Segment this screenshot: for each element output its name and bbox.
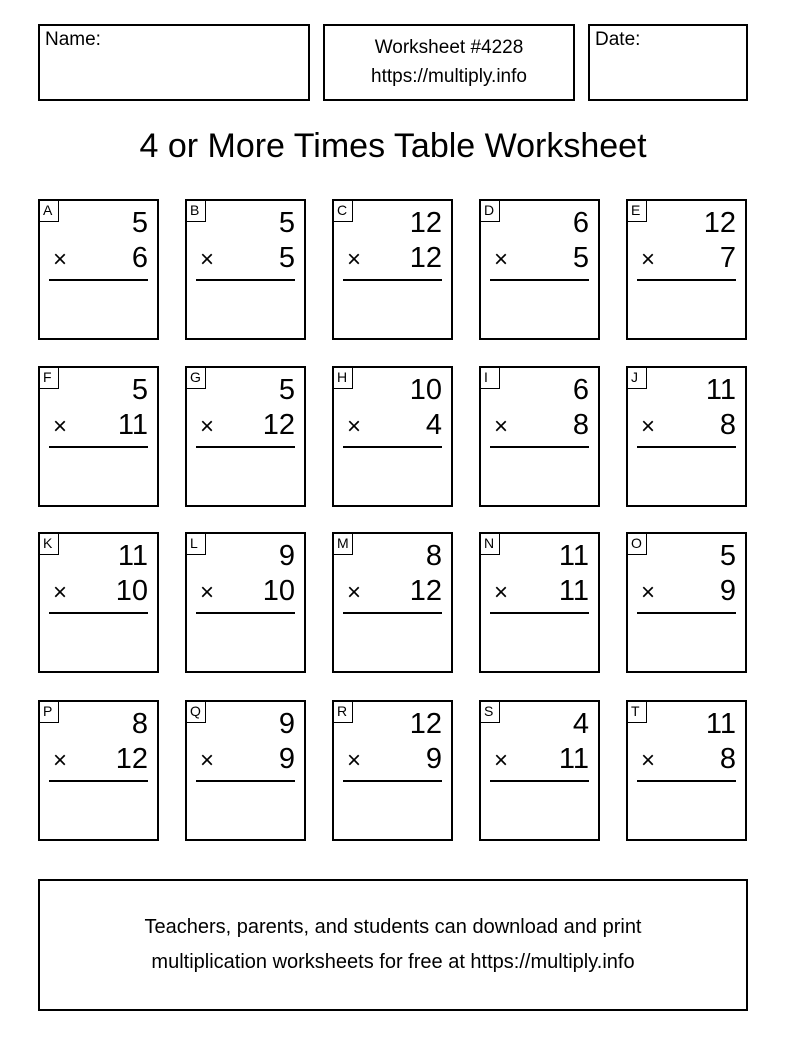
multiply-sign: ×	[494, 413, 509, 440]
problem-letter: B	[187, 201, 206, 222]
multiplier: 11	[558, 575, 589, 607]
multiplier: 12	[115, 743, 148, 775]
multiply-sign: ×	[641, 747, 656, 774]
multiply-sign: ×	[200, 579, 215, 606]
footer-note	[38, 879, 748, 1011]
problem-card[interactable]	[626, 199, 747, 340]
multiply-sign: ×	[347, 579, 362, 606]
problem-letter: G	[187, 368, 206, 389]
problem-letter: O	[628, 534, 647, 555]
multiplier: 5	[278, 242, 295, 274]
multiplicand: 5	[131, 374, 148, 406]
multiplicand: 12	[409, 207, 442, 239]
answer-line	[343, 780, 442, 782]
answer-line	[196, 612, 295, 614]
problem-letter: D	[481, 201, 500, 222]
answer-line	[343, 612, 442, 614]
answer-line	[490, 612, 589, 614]
multiplier: 8	[719, 409, 736, 441]
answer-line	[49, 446, 148, 448]
multiplicand: 8	[425, 540, 442, 572]
problem-card[interactable]	[38, 199, 159, 340]
multiplicand: 6	[572, 207, 589, 239]
problem-letter: A	[40, 201, 59, 222]
answer-line	[637, 612, 736, 614]
problem-letter: P	[40, 702, 59, 723]
multiplicand: 5	[278, 207, 295, 239]
multiplier: 6	[131, 242, 148, 274]
date-label: Date:	[595, 29, 641, 50]
problem-card[interactable]	[479, 700, 600, 841]
problem-card[interactable]	[479, 366, 600, 507]
answer-line	[343, 446, 442, 448]
multiply-sign: ×	[641, 579, 656, 606]
problem-card[interactable]	[38, 532, 159, 673]
multiply-sign: ×	[200, 747, 215, 774]
problem-letter: H	[334, 368, 353, 389]
multiplicand: 11	[705, 374, 736, 406]
answer-line	[49, 612, 148, 614]
multiply-sign: ×	[494, 246, 509, 273]
multiplicand: 11	[117, 540, 148, 572]
multiply-sign: ×	[347, 413, 362, 440]
multiply-sign: ×	[53, 747, 68, 774]
answer-line	[196, 279, 295, 281]
multiplier: 10	[115, 575, 148, 607]
multiply-sign: ×	[641, 246, 656, 273]
multiply-sign: ×	[494, 579, 509, 606]
multiplier: 5	[572, 242, 589, 274]
problem-letter: J	[628, 368, 647, 389]
problem-card[interactable]	[332, 199, 453, 340]
multiplicand: 9	[278, 540, 295, 572]
multiplicand: 5	[278, 374, 295, 406]
multiplier: 12	[409, 242, 442, 274]
multiplier: 8	[719, 743, 736, 775]
problem-letter: T	[628, 702, 647, 723]
multiply-sign: ×	[641, 413, 656, 440]
multiplier: 10	[262, 575, 295, 607]
problem-card[interactable]	[332, 532, 453, 673]
problem-letter: C	[334, 201, 353, 222]
problem-letter: K	[40, 534, 59, 555]
answer-line	[490, 279, 589, 281]
problem-card[interactable]	[479, 532, 600, 673]
answer-line	[196, 446, 295, 448]
multiplier: 11	[117, 409, 148, 441]
problem-card[interactable]	[185, 366, 306, 507]
problem-card[interactable]	[626, 700, 747, 841]
problem-card[interactable]	[479, 199, 600, 340]
multiplicand: 8	[131, 708, 148, 740]
multiplier: 9	[719, 575, 736, 607]
multiply-sign: ×	[200, 246, 215, 273]
multiply-sign: ×	[53, 579, 68, 606]
multiplier: 12	[409, 575, 442, 607]
worksheet-url: https://multiply.info	[371, 66, 527, 87]
multiplier: 7	[719, 242, 736, 274]
problem-letter: R	[334, 702, 353, 723]
worksheet-number: Worksheet #4228	[374, 37, 524, 58]
multiply-sign: ×	[347, 246, 362, 273]
multiply-sign: ×	[347, 747, 362, 774]
problem-card[interactable]	[185, 700, 306, 841]
answer-line	[343, 279, 442, 281]
multiplier: 8	[572, 409, 589, 441]
page-title: 4 or More Times Table Worksheet	[139, 127, 647, 165]
multiplicand: 4	[572, 708, 589, 740]
multiplicand: 9	[278, 708, 295, 740]
multiplier: 4	[425, 409, 442, 441]
multiply-sign: ×	[53, 246, 68, 273]
problem-card[interactable]	[626, 366, 747, 507]
problem-card[interactable]	[38, 366, 159, 507]
multiplicand: 10	[409, 374, 442, 406]
problem-letter: N	[481, 534, 500, 555]
multiplier: 11	[558, 743, 589, 775]
problem-card[interactable]	[38, 700, 159, 841]
problem-letter: S	[481, 702, 500, 723]
answer-line	[49, 780, 148, 782]
answer-line	[637, 780, 736, 782]
multiplier: 9	[278, 743, 295, 775]
multiplicand: 6	[572, 374, 589, 406]
answer-line	[490, 780, 589, 782]
problem-letter: F	[40, 368, 59, 389]
name-label: Name:	[45, 29, 101, 50]
problem-letter: Q	[187, 702, 206, 723]
problem-card[interactable]	[332, 700, 453, 841]
multiply-sign: ×	[53, 413, 68, 440]
multiplicand: 12	[703, 207, 736, 239]
multiply-sign: ×	[494, 747, 509, 774]
multiplicand: 12	[409, 708, 442, 740]
answer-line	[49, 279, 148, 281]
multiplicand: 5	[719, 540, 736, 572]
multiplier: 9	[425, 743, 442, 775]
answer-line	[637, 446, 736, 448]
answer-line	[196, 780, 295, 782]
problem-letter: I	[481, 368, 500, 389]
problem-card[interactable]	[332, 366, 453, 507]
multiplicand: 11	[558, 540, 589, 572]
multiply-sign: ×	[200, 413, 215, 440]
problem-letter: E	[628, 201, 647, 222]
multiplicand: 11	[705, 708, 736, 740]
problem-card[interactable]	[185, 199, 306, 340]
answer-line	[490, 446, 589, 448]
answer-line	[637, 279, 736, 281]
problem-card[interactable]	[185, 532, 306, 673]
problem-letter: M	[334, 534, 353, 555]
multiplicand: 5	[131, 207, 148, 239]
footer-line-2: multiplication worksheets for free at https://multiply.info	[151, 951, 635, 973]
footer-line-1: Teachers, parents, and students can download and print	[144, 916, 642, 938]
problem-card[interactable]	[626, 532, 747, 673]
multiplier: 12	[262, 409, 295, 441]
problem-letter: L	[187, 534, 206, 555]
